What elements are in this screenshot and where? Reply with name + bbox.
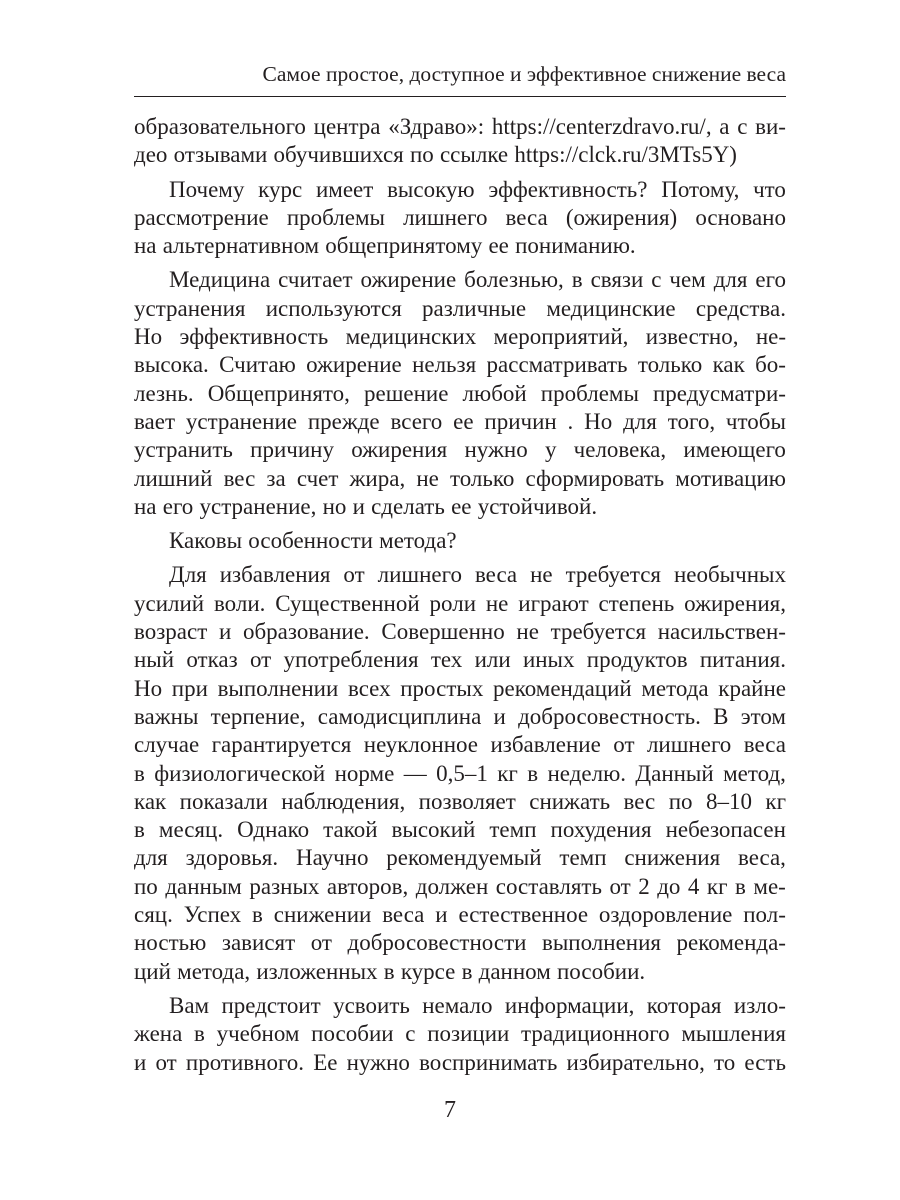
text-line: Но при выполнении всех простых рекомендаций метода крайне <box>134 675 786 701</box>
paragraph <box>134 561 786 985</box>
text-line: образовательного центра «Здраво»: https://centerzdravo.ru/, а с ви- <box>134 114 786 139</box>
text-line: Но эффективность медицинских мероприятий, известно, не- <box>134 324 786 350</box>
text-line: Почему курс имеет высокую эффективность? Потому, что <box>169 176 786 202</box>
text-line: ностью зависят от добросовестности выполнения рекоменда- <box>134 930 786 956</box>
text-line: лишний вес за счет жира, не только сформировать мотивацию <box>134 465 786 491</box>
text-line: в месяц. Однако такой высокий темп похудения небезопасен <box>134 817 786 843</box>
text-line: Вам предстоит усвоить немало информации, которая изло- <box>169 992 786 1018</box>
page-number: 7 <box>444 1097 456 1123</box>
text-line: случае гарантируется неуклонное избавление от лишнего веса <box>134 732 786 758</box>
text-line: рассмотрение проблемы лишнего веса (ожирения) основано <box>134 204 786 230</box>
text-line: ций метода, изложенных в курсе в данном пособии. <box>134 958 646 984</box>
text-line: лезнь. Общепринято, решение любой проблемы предусматри- <box>134 380 786 406</box>
body-text <box>134 113 786 1083</box>
text-line: как показали наблюдения, позволяет снижать вес по 8–10 кг <box>134 788 786 814</box>
text-line: в физиологической норме — 0,5–1 кг в неделю. Данный метод, <box>134 760 786 786</box>
text-line: важны терпение, самодисциплина и добросовестность. В этом <box>134 703 786 729</box>
text-line: сяц. Успех в снижении веса и естественное оздоровление пол- <box>134 902 786 928</box>
text-line: высока. Считаю ожирение нельзя рассматривать только как бо- <box>134 352 786 378</box>
text-line: устранения используются различные медицинские средства. <box>134 295 786 321</box>
paragraph <box>134 266 786 521</box>
text-line: Каковы особенности метода? <box>169 528 457 554</box>
paragraph <box>134 992 786 1077</box>
text-line: Для избавления от лишнего веса не требуется необычных <box>169 562 786 588</box>
text-line: жена в учебном пособии с позиции традиционного мышления <box>134 1021 786 1047</box>
text-line: устранить причину ожирения нужно у человека, имеющего <box>134 437 786 463</box>
text-line: и от противного. Ее нужно воспринимать избирательно, то есть <box>134 1049 786 1075</box>
paragraph <box>134 527 786 555</box>
text-line: на его устранение, но и сделать ее устойчивой. <box>134 493 598 519</box>
paragraph <box>134 113 786 170</box>
running-head: Самое простое, доступное и эффективное снижение веса <box>134 56 786 97</box>
text-line: усилий воли. Существенной роли не играют степень ожирения, <box>134 590 786 616</box>
text-line: по данным разных авторов, должен составлять от 2 до 4 кг в ме- <box>134 873 786 899</box>
text-line: на альтернативном общепринятому ее пониманию. <box>134 233 636 259</box>
text-line: вает устранение прежде всего ее причин . Но для того, чтобы <box>134 408 786 434</box>
text-line: део отзывами обучившихся по ссылке https://clck.ru/3MTs5Y) <box>134 142 737 168</box>
paragraph <box>134 176 786 261</box>
text-line: для здоровья. Научно рекомендуемый темп снижения веса, <box>134 845 786 871</box>
text-line: ный отказ от употребления тех или иных продуктов питания. <box>134 647 786 673</box>
text-line: Медицина считает ожирение болезнью, в связи с чем для его <box>169 267 786 293</box>
text-line: возраст и образование. Совершенно не требуется насильствен- <box>134 619 786 645</box>
